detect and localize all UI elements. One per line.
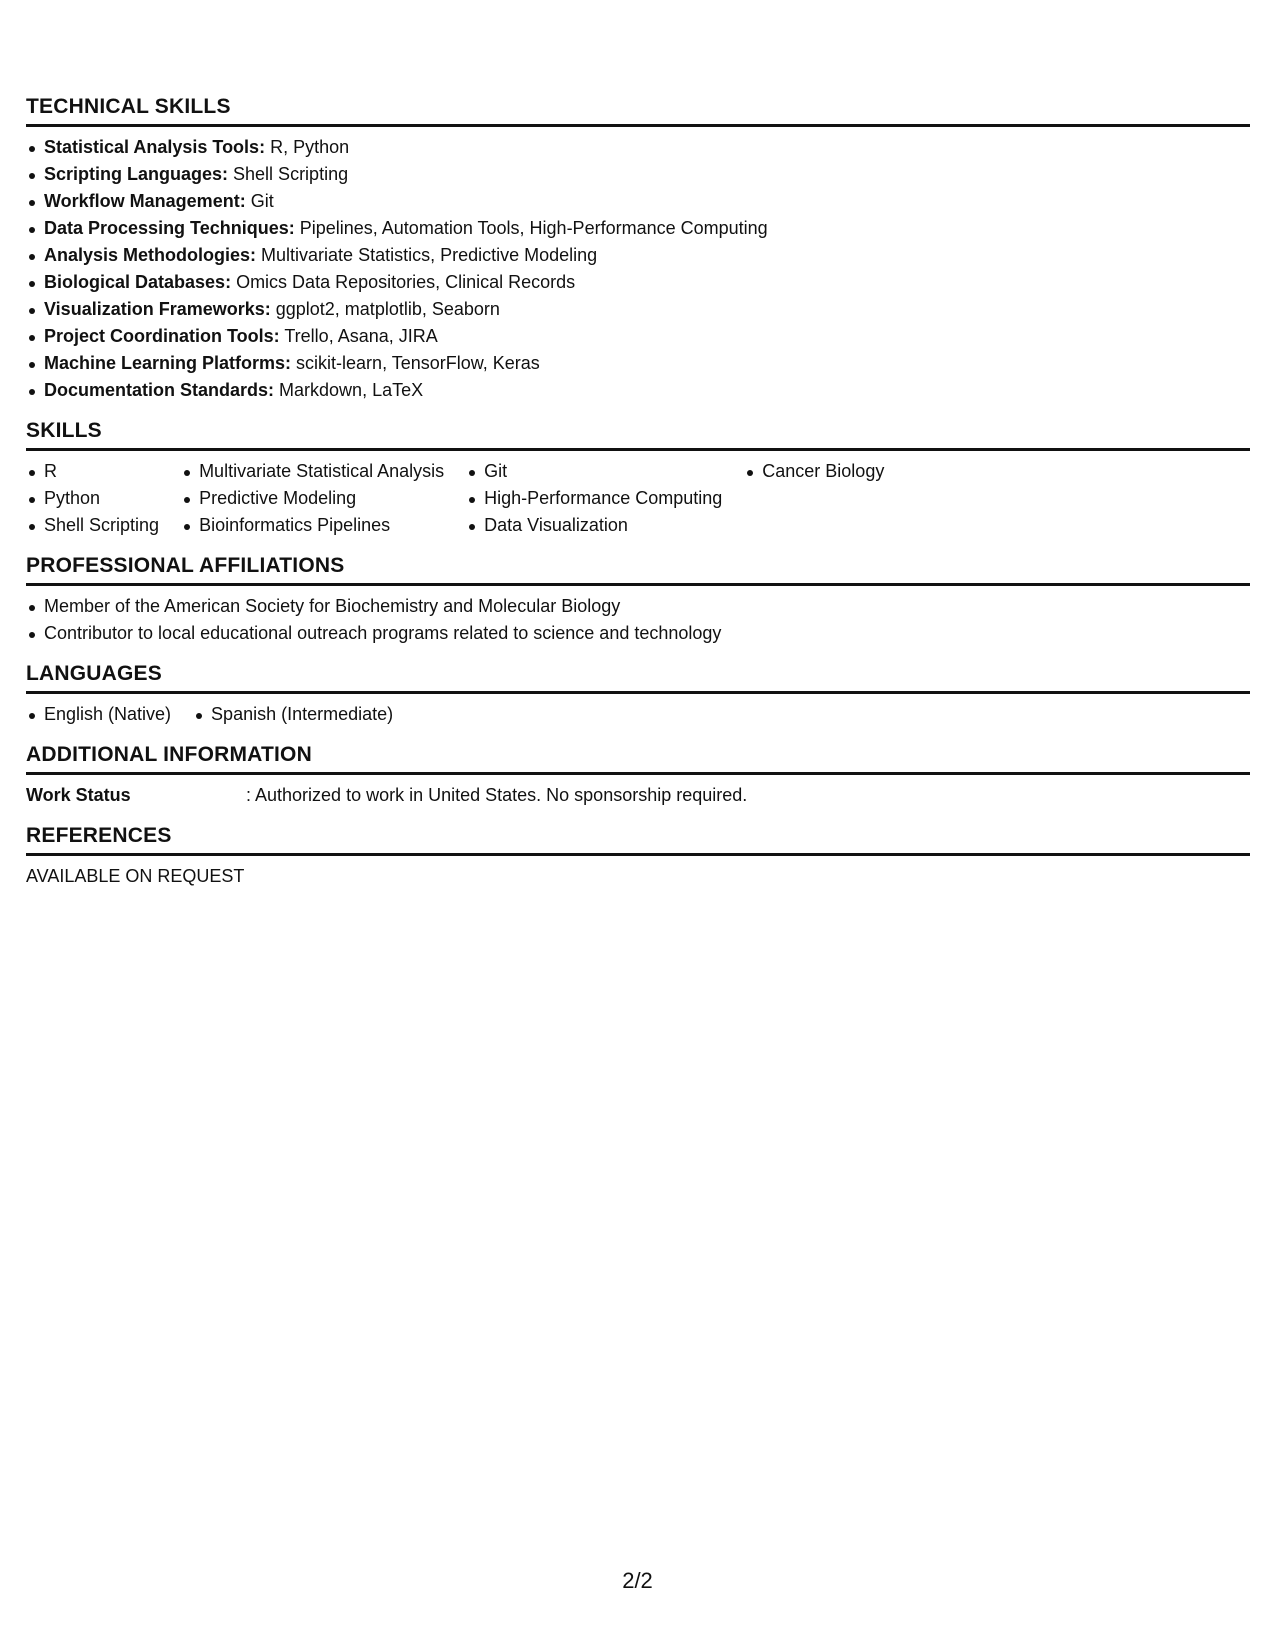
references-text: AVAILABLE ON REQUEST xyxy=(26,866,245,886)
skill-category-value: Shell Scripting xyxy=(228,164,349,184)
work-status-label: Work Status xyxy=(26,785,131,805)
skill-category-value: Multivariate Statistics, Predictive Modeling xyxy=(256,245,598,265)
skill-category-value: Omics Data Repositories, Clinical Records xyxy=(231,272,576,292)
skill-category-label: Data Processing Techniques: xyxy=(44,218,295,238)
affiliations-list xyxy=(26,593,1250,647)
references-heading: REFERENCES xyxy=(26,823,1250,856)
work-status-row xyxy=(26,782,1250,809)
list-item: Member of the American Society for Biochemistry and Molecular Biology xyxy=(26,593,1250,620)
technical-skills-heading: TECHNICAL SKILLS xyxy=(26,94,1250,127)
list-item: Multivariate Statistical Analysis xyxy=(181,458,444,485)
skills-section xyxy=(26,418,1250,539)
list-item xyxy=(26,350,1250,377)
list-item xyxy=(26,188,1250,215)
skill-category-value: Markdown, LaTeX xyxy=(274,380,424,400)
skill-category-label: Statistical Analysis Tools: xyxy=(44,137,266,157)
affiliations-section xyxy=(26,553,1250,647)
page-number: 2/2 xyxy=(622,1568,653,1593)
additional-info-heading: ADDITIONAL INFORMATION xyxy=(26,742,1250,775)
skill-category-value: R, Python xyxy=(265,137,350,157)
list-item xyxy=(26,242,1250,269)
skills-heading: SKILLS xyxy=(26,418,1250,451)
skill-category-label: Project Coordination Tools: xyxy=(44,326,280,346)
skill-category-label: Workflow Management: xyxy=(44,191,246,211)
skill-category-value: Git xyxy=(245,191,274,211)
resume-page xyxy=(26,94,1250,890)
skills-column xyxy=(744,458,884,539)
skill-category-value: Pipelines, Automation Tools, High-Performance Computing xyxy=(294,218,768,238)
list-item: High-Performance Computing xyxy=(466,485,722,512)
list-item: Git xyxy=(466,458,722,485)
technical-skills-section xyxy=(26,94,1250,404)
skill-category-label: Biological Databases: xyxy=(44,272,232,292)
list-item xyxy=(26,296,1250,323)
skill-category-value: Trello, Asana, JIRA xyxy=(279,326,438,346)
skills-grid xyxy=(26,458,1250,539)
additional-info-section xyxy=(26,742,1250,809)
affiliations-heading: PROFESSIONAL AFFILIATIONS xyxy=(26,553,1250,586)
skills-column xyxy=(181,458,444,539)
skill-category-label: Documentation Standards: xyxy=(44,380,275,400)
technical-skills-list xyxy=(26,134,1250,404)
list-item: Bioinformatics Pipelines xyxy=(181,512,444,539)
references-section xyxy=(26,823,1250,890)
list-item xyxy=(26,134,1250,161)
skill-category-label: Scripting Languages: xyxy=(44,164,229,184)
skill-category-label: Machine Learning Platforms: xyxy=(44,353,292,373)
skill-category-label: Visualization Frameworks: xyxy=(44,299,271,319)
languages-section xyxy=(26,661,1250,728)
list-item xyxy=(26,215,1250,242)
languages-heading: LANGUAGES xyxy=(26,661,1250,694)
list-item: R xyxy=(26,458,159,485)
list-item: English (Native) xyxy=(26,701,171,728)
skill-category-label: Analysis Methodologies: xyxy=(44,245,257,265)
list-item: Cancer Biology xyxy=(744,458,884,485)
work-status-value: : Authorized to work in United States. No sponsorship required. xyxy=(246,785,748,805)
skill-category-value: scikit-learn, TensorFlow, Keras xyxy=(291,353,540,373)
list-item: Shell Scripting xyxy=(26,512,159,539)
skills-column xyxy=(466,458,722,539)
list-item: Predictive Modeling xyxy=(181,485,444,512)
skills-column xyxy=(26,458,159,539)
list-item xyxy=(26,323,1250,350)
list-item: Python xyxy=(26,485,159,512)
languages-list xyxy=(26,701,1250,728)
skill-category-value: ggplot2, matplotlib, Seaborn xyxy=(270,299,500,319)
list-item: Contributor to local educational outreach programs related to science and technology xyxy=(26,620,1250,647)
list-item xyxy=(26,161,1250,188)
list-item: Spanish (Intermediate) xyxy=(193,701,393,728)
list-item: Data Visualization xyxy=(466,512,722,539)
list-item xyxy=(26,269,1250,296)
list-item xyxy=(26,377,1250,404)
